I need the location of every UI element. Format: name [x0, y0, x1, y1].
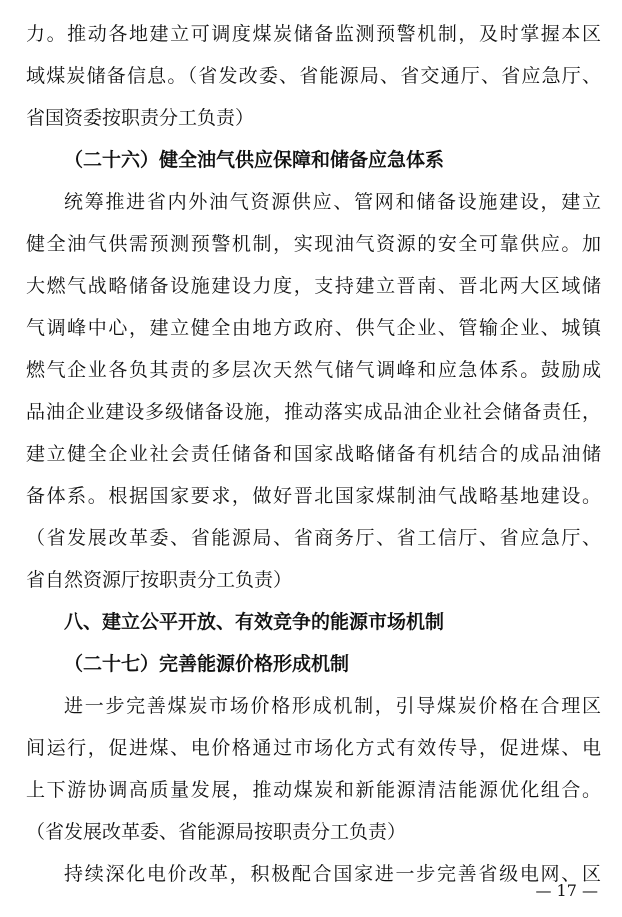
paragraph-line: （省发展改革委、省能源局按职责分工负责） — [26, 821, 407, 843]
paragraph-line: 进一步完善煤炭市场价格形成机制，引导煤炭价格在合理区 — [64, 695, 601, 717]
section-heading: （二十六）健全油气供应保障和储备应急体系 — [64, 149, 445, 171]
paragraph-line: 省国资委按职责分工负责） — [26, 107, 255, 129]
paragraph-line: 品油企业建设多级储备设施，推动落实成品油企业社会储备责任， — [26, 401, 601, 423]
paragraph-line: 力。推动各地建立可调度煤炭储备监测预警机制，及时掌握本区 — [26, 23, 601, 45]
paragraph-line: （省发展改革委、省能源局、省商务厅、省工信厅、省应急厅、 — [26, 527, 601, 549]
paragraph-line: 持续深化电价改革，积极配合国家进一步完善省级电网、区 — [64, 863, 601, 885]
paragraph-line: 间运行，促进煤、电价格通过市场化方式有效传导，促进煤、电 — [26, 737, 601, 759]
paragraph-line: 省自然资源厅按职责分工负责） — [26, 569, 293, 591]
paragraph-line: 健全油气供需预测预警机制，实现油气资源的安全可靠供应。加 — [26, 233, 601, 255]
paragraph-line: 建立健全企业社会责任储备和国家战略储备有机结合的成品油储 — [26, 443, 601, 465]
paragraph-line: 上下游协调高质量发展，推动煤炭和新能源清洁能源优化组合。 — [26, 779, 601, 801]
page-number: — 17 — — [535, 881, 598, 900]
paragraph-line: 域煤炭储备信息。（省发改委、省能源局、省交通厅、省应急厅、 — [26, 65, 601, 87]
paragraph-line: 统筹推进省内外油气资源供应、管网和储备设施建设，建立 — [64, 191, 601, 213]
section-heading: （二十七）完善能源价格形成机制 — [64, 653, 350, 675]
paragraph-line: 备体系。根据国家要求，做好晋北国家煤制油气战略基地建设。 — [26, 485, 601, 507]
chapter-heading: 八、建立公平开放、有效竞争的能源市场机制 — [64, 611, 445, 633]
paragraph-line: 气调峰中心，建立健全由地方政府、供气企业、管输企业、城镇 — [26, 317, 601, 339]
paragraph-line: 大燃气战略储备设施建设力度，支持建立晋南、晋北两大区域储 — [26, 275, 601, 297]
paragraph-line: 燃气企业各负其责的多层次天然气储气调峰和应急体系。鼓励成 — [26, 359, 601, 381]
